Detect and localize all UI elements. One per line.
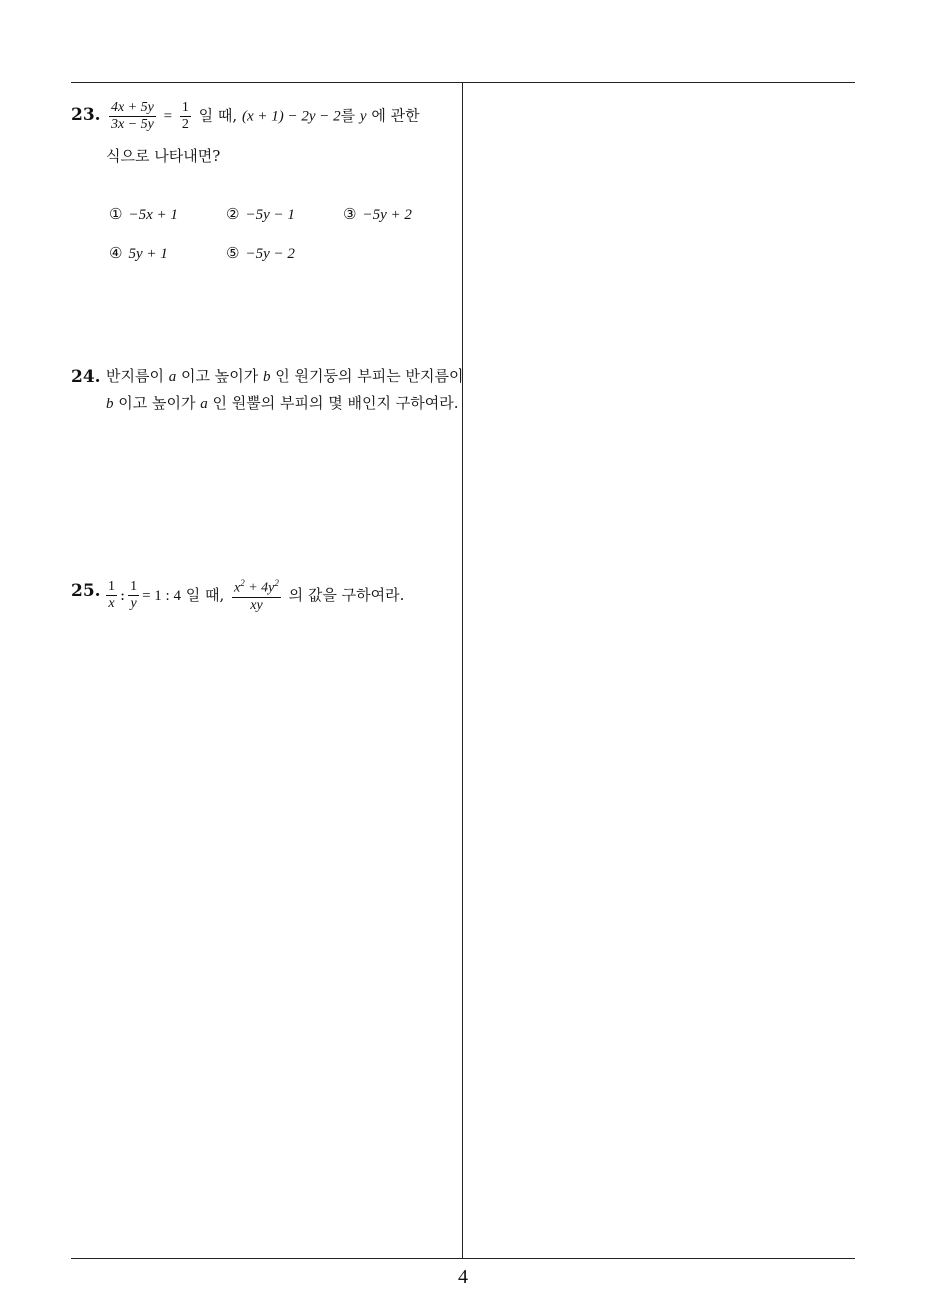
choice-expression: −5x + 1: [128, 207, 178, 223]
choice-5[interactable]: [226, 243, 295, 265]
math-variable: a: [200, 396, 208, 412]
text: 인 원기둥의 부피는 반지름이: [270, 367, 464, 385]
fraction-numerator: 1: [128, 579, 139, 596]
question-number: 24.: [71, 367, 101, 387]
text: 반지름이: [106, 367, 169, 385]
question-line-1: [106, 578, 404, 614]
fraction-denominator: xy: [250, 597, 263, 613]
math-variable: y: [359, 108, 367, 125]
fraction-denominator: 3x − 5y: [111, 117, 154, 133]
text: 이고 높이가: [113, 394, 201, 412]
fraction-denominator: y: [130, 596, 137, 612]
colon: :: [120, 585, 126, 604]
exponent: 2: [274, 578, 279, 588]
fraction-right: [180, 100, 191, 133]
math-term: x: [234, 580, 241, 596]
question-line-2: [106, 393, 459, 415]
top-rule: [71, 82, 855, 83]
choice-1[interactable]: [109, 204, 178, 226]
choice-marker: ④: [109, 244, 123, 262]
text: 인 원뿔의 부피의 몇 배인지 구하여라.: [207, 394, 459, 412]
text: 일 때,: [180, 585, 230, 604]
math-term: + 4y: [244, 580, 275, 596]
fraction-numerator: 1: [180, 100, 191, 117]
question-number: 23.: [71, 105, 101, 125]
column-divider: [462, 82, 463, 1259]
bottom-rule: [71, 1258, 855, 1259]
choice-expression: 5y + 1: [128, 246, 168, 262]
question-24: [71, 366, 464, 426]
text: 일 때,: [193, 106, 242, 125]
fraction-1-over-y: [128, 579, 139, 612]
choice-2[interactable]: [226, 204, 295, 226]
page-number: 4: [458, 1266, 468, 1288]
choice-3[interactable]: [343, 204, 412, 226]
choice-marker: ①: [109, 205, 123, 223]
math-expression: (x + 1) − 2y − 2: [241, 108, 341, 125]
choice-expression: −5y + 2: [362, 207, 412, 223]
question-line-1: [106, 366, 463, 388]
fraction-denominator: x: [108, 596, 115, 612]
text: 의 값을 구하여라.: [283, 585, 405, 604]
text: 이고 높이가: [176, 367, 263, 385]
text: 를: [340, 106, 360, 125]
fraction-1-over-x: [106, 579, 117, 612]
exponent: 2: [240, 578, 245, 588]
fraction-left: [109, 100, 156, 133]
question-25: [71, 578, 456, 628]
equals-sign: =: [163, 108, 173, 125]
choice-marker: ②: [226, 205, 240, 223]
fraction-numerator: [232, 578, 281, 598]
math-variable: b: [263, 369, 271, 385]
question-number: 25.: [71, 581, 101, 601]
fraction-denominator: 2: [181, 117, 189, 133]
text: 에 관한: [366, 106, 420, 125]
choice-marker: ⑤: [226, 244, 240, 262]
question-line-1: [106, 100, 420, 133]
choice-expression: −5y − 2: [245, 246, 295, 262]
math-variable: b: [106, 396, 114, 412]
fraction-numerator: 1: [106, 579, 117, 596]
question-line-2: 식으로 나타내면?: [106, 147, 221, 165]
fraction-expression: [232, 578, 281, 614]
ratio-expression: = 1 : 4: [142, 587, 181, 604]
choice-4[interactable]: [109, 243, 168, 265]
fraction-numerator: 4x + 5y: [109, 100, 156, 117]
question-23: [71, 100, 456, 280]
choice-marker: ③: [343, 205, 357, 223]
choice-expression: −5y − 1: [245, 207, 295, 223]
math-variable: a: [168, 369, 177, 385]
